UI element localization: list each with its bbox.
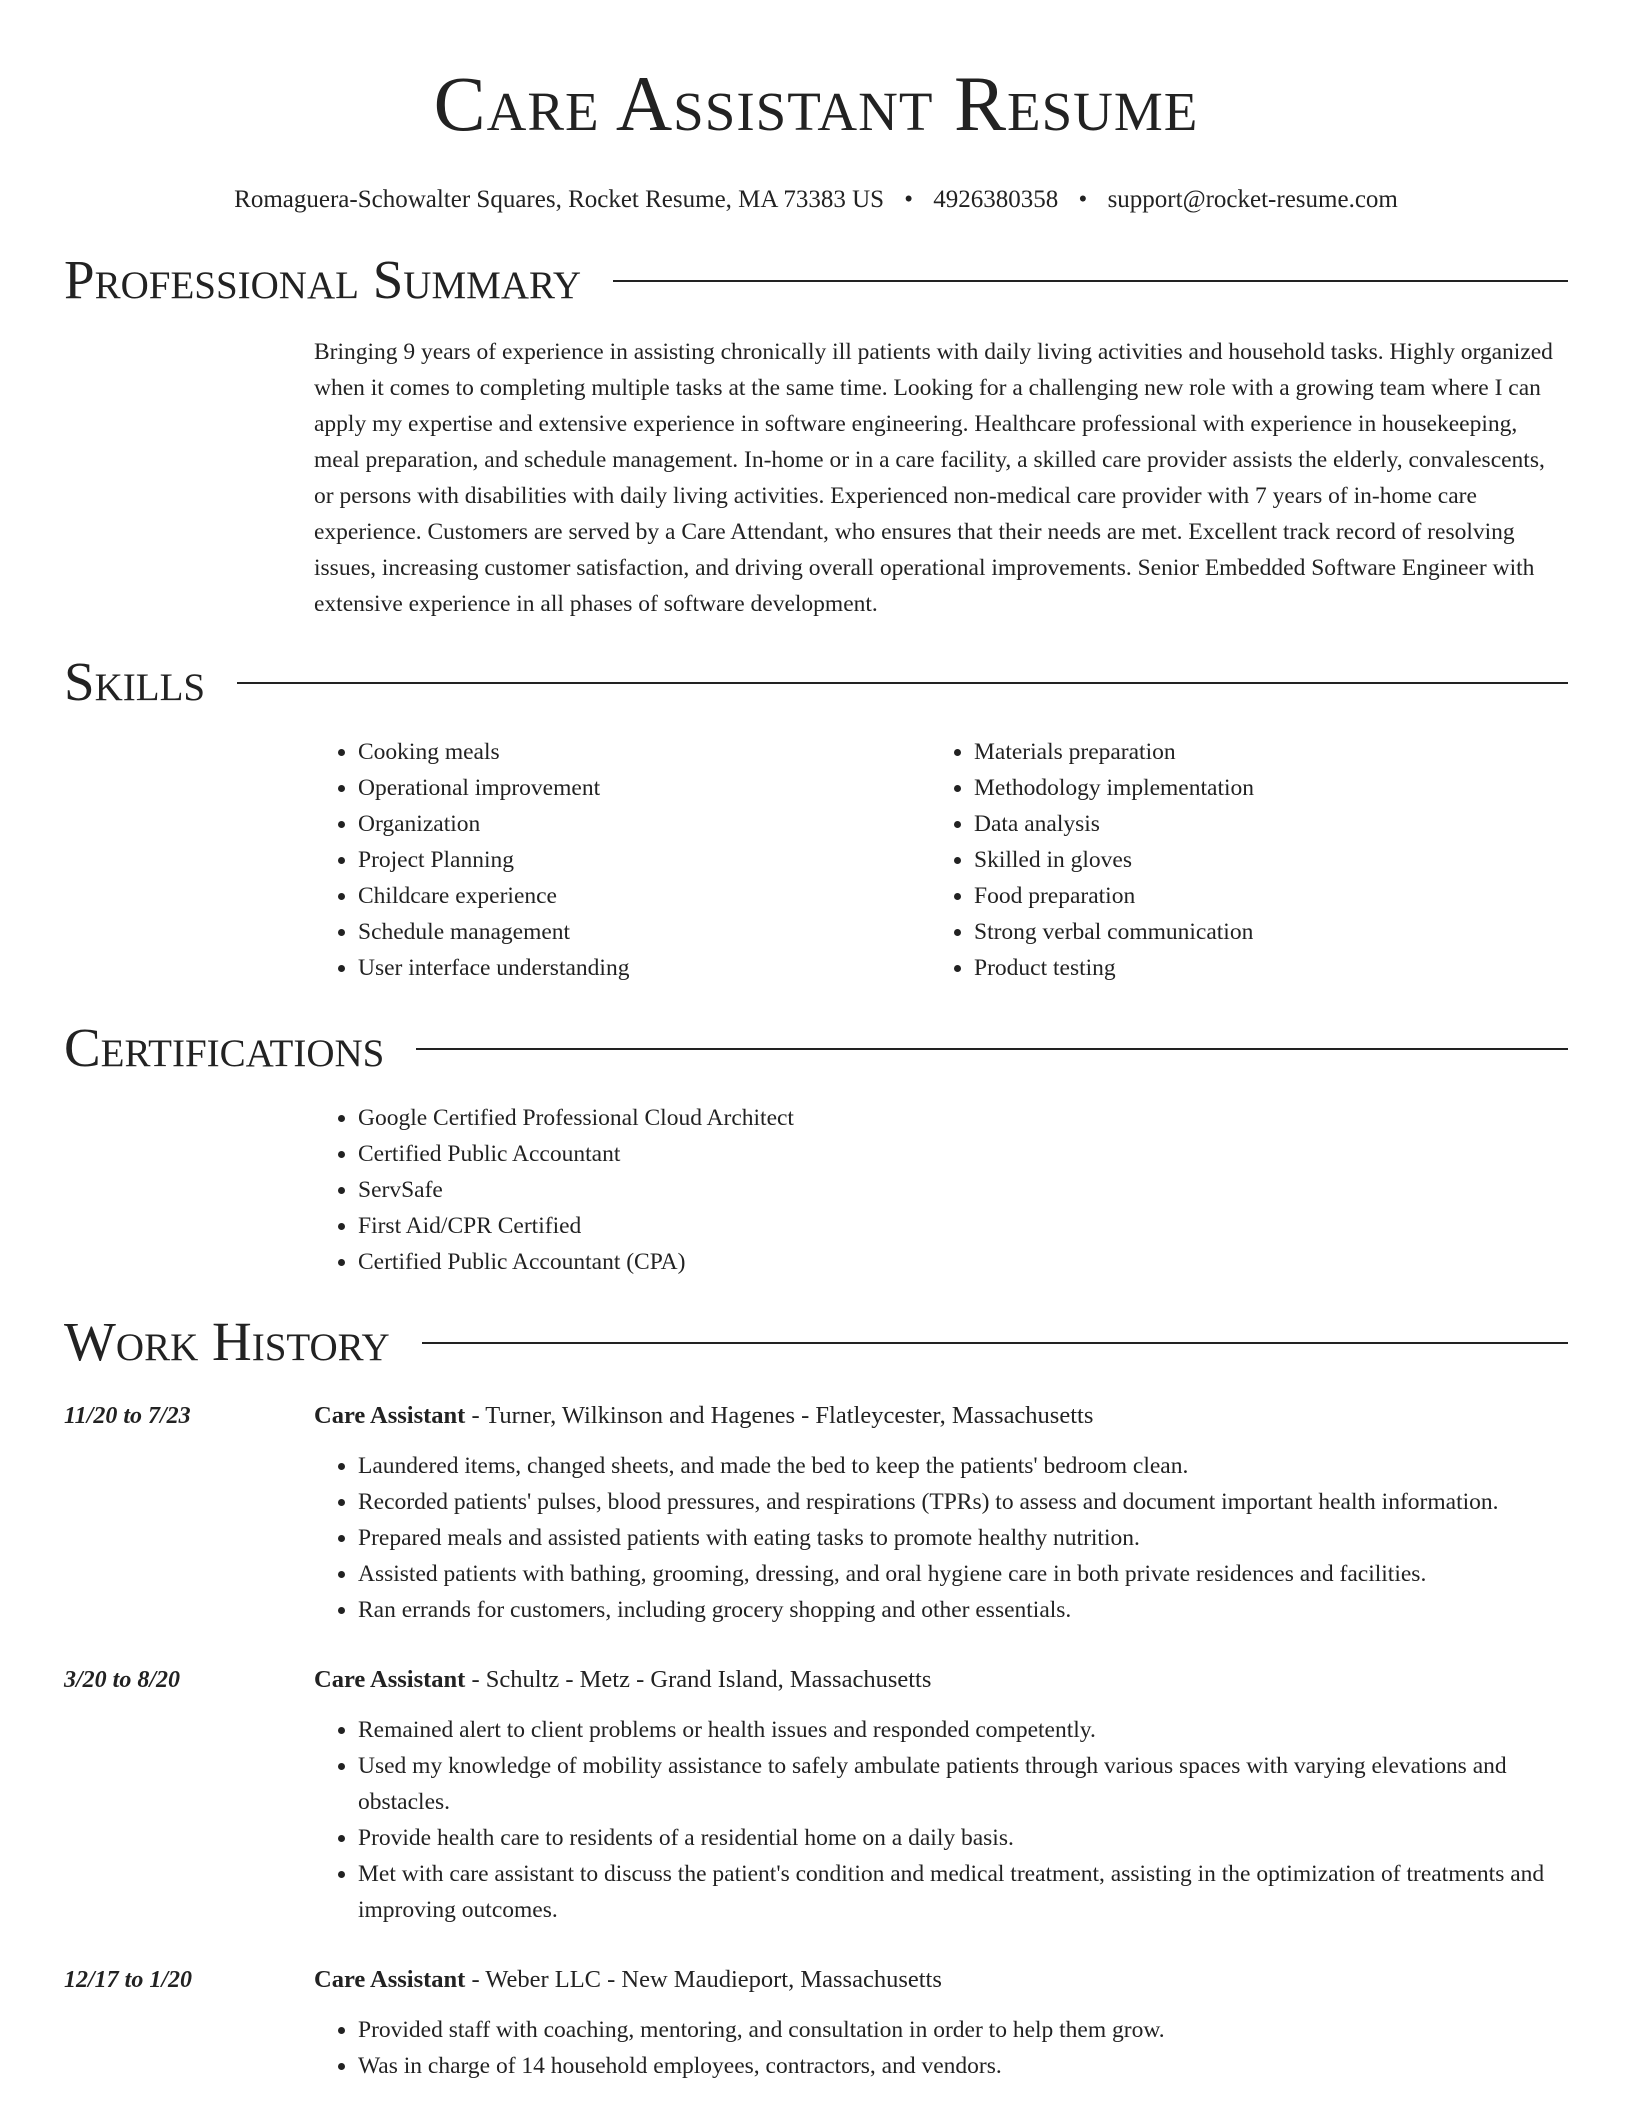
contact-separator: •	[1078, 186, 1088, 213]
certifications-list-wrap	[314, 1100, 1568, 1280]
skills-list-left	[314, 734, 930, 986]
skill-item: • User interface understanding	[358, 950, 930, 986]
section-divider	[237, 682, 1568, 684]
job-company: - Schultz - Metz - Grand Island, Massachusetts	[465, 1666, 932, 1693]
contact-separator: •	[904, 186, 914, 213]
work-history-section-header	[64, 1310, 1568, 1374]
work-history-list	[64, 1398, 1568, 2084]
section-divider	[416, 1048, 1568, 1050]
job-duty: • Ran errands for customers, including grocery shopping and other essentials.	[358, 1592, 1568, 1628]
section-divider	[613, 280, 1568, 282]
certifications-list	[314, 1100, 1568, 1280]
job-heading	[314, 1962, 1568, 1998]
skill-item: • Cooking meals	[358, 734, 930, 770]
skill-item: • Operational improvement	[358, 770, 930, 806]
contact-email: support@rocket-resume.com	[1107, 186, 1398, 213]
job-heading	[314, 1398, 1568, 1434]
skill-item: • Skilled in gloves	[974, 842, 1546, 878]
job-duty: • Laundered items, changed sheets, and made the bed to keep the patients' bedroom clean.	[358, 1448, 1568, 1484]
certification-item: • Google Certified Professional Cloud Architect	[358, 1100, 1568, 1136]
skills-column-right	[930, 734, 1546, 986]
job-company: - Turner, Wilkinson and Hagenes - Flatleycester, Massachusetts	[465, 1402, 1094, 1429]
skills-grid	[314, 734, 1568, 986]
skill-item: • Methodology implementation	[974, 770, 1546, 806]
job-duty: • Met with care assistant to discuss the patient's condition and medical treatment, assisting in the optimization of treatments and improving outcomes.	[358, 1856, 1568, 1928]
job-duty: • Remained alert to client problems or health issues and responded competently.	[358, 1712, 1568, 1748]
skills-list-right	[930, 734, 1546, 986]
skills-section-header	[64, 650, 1568, 714]
job-role: Care Assistant	[314, 1402, 466, 1429]
job-dates: 3/20 to 8/20	[64, 1667, 181, 1693]
skills-heading: Skills	[64, 651, 206, 712]
skill-item: • Strong verbal communication	[974, 914, 1546, 950]
job-duties	[314, 2012, 1568, 2084]
job-detail	[314, 1962, 1568, 2084]
skill-item: • Materials preparation	[974, 734, 1546, 770]
job-duty: • Provided staff with coaching, mentoring, and consultation in order to help them grow.	[358, 2012, 1568, 2048]
job-duty: • Was in charge of 14 household employees, contractors, and vendors.	[358, 2048, 1568, 2084]
certification-item: • Certified Public Accountant	[358, 1136, 1568, 1172]
section-divider	[422, 1342, 1568, 1344]
job-dates: 12/17 to 1/20	[64, 1967, 193, 1993]
certification-item: • First Aid/CPR Certified	[358, 1208, 1568, 1244]
certifications-section-header	[64, 1016, 1568, 1080]
contact-phone: 4926380358	[933, 186, 1059, 213]
job-company: - Weber LLC - New Maudieport, Massachusetts	[465, 1966, 942, 1993]
summary-heading: Professional Summary	[64, 249, 582, 310]
job-duty: • Provide health care to residents of a residential home on a daily basis.	[358, 1820, 1568, 1856]
job-duty: • Used my knowledge of mobility assistance to safely ambulate patients through various spaces with varying elevations and obstacles.	[358, 1748, 1568, 1820]
job-duties	[314, 1448, 1568, 1628]
job-role: Care Assistant	[314, 1666, 466, 1693]
job-heading	[314, 1662, 1568, 1698]
contact-address: Romaguera-Schowalter Squares, Rocket Resume, MA 73383 US	[234, 186, 885, 213]
skill-item: • Organization	[358, 806, 930, 842]
skill-item: • Product testing	[974, 950, 1546, 986]
skill-item: • Food preparation	[974, 878, 1546, 914]
job-entry	[64, 1398, 1568, 1628]
job-detail	[314, 1398, 1568, 1628]
certification-item: • Certified Public Accountant (CPA)	[358, 1244, 1568, 1280]
certifications-heading: Certifications	[64, 1017, 385, 1078]
job-dates: 11/20 to 7/23	[64, 1403, 191, 1429]
skill-item: • Childcare experience	[358, 878, 930, 914]
skill-item: • Project Planning	[358, 842, 930, 878]
job-duty: • Prepared meals and assisted patients with eating tasks to promote healthy nutrition.	[358, 1520, 1568, 1556]
skills-column-left	[314, 734, 930, 986]
job-duties	[314, 1712, 1568, 1928]
summary-section-header	[64, 248, 1568, 312]
job-role: Care Assistant	[314, 1966, 466, 1993]
job-duty: • Assisted patients with bathing, grooming, dressing, and oral hygiene care in both private residences and facilities.	[358, 1556, 1568, 1592]
job-entry	[64, 1662, 1568, 1928]
job-duty: • Recorded patients' pulses, blood pressures, and respirations (TPRs) to assess and document important health information.	[358, 1484, 1568, 1520]
certification-item: • ServSafe	[358, 1172, 1568, 1208]
job-detail	[314, 1662, 1568, 1928]
skill-item: • Data analysis	[974, 806, 1546, 842]
resume-title: Care Assistant Resume	[433, 60, 1199, 147]
summary-text: Bringing 9 years of experience in assisting chronically ill patients with daily living activities and household tasks. Highly organized when it comes to completing multiple tasks at the same time. Looking for a challenging new role with a growing team where I can apply my expertise and extensive experience in software engineering. Healthcare professional with experience in housekeeping, meal preparation, and schedule management. In-home or in a care facility, a skilled care provider assists the elderly, convalescents, or persons with disabilities with daily living activities. Experienced non-medical care provider with 7 years of in-home care experience. Customers are served by a Care Attendant, who ensures that their needs are met. Excellent track record of resolving issues, increasing customer satisfaction, and driving overall operational improvements. Senior Embedded Software Engineer with extensive experience in all phases of software development.	[314, 339, 1553, 617]
job-entry	[64, 1962, 1568, 2084]
skill-item: • Schedule management	[358, 914, 930, 950]
work-history-heading: Work History	[64, 1311, 390, 1372]
contact-line	[64, 184, 1568, 216]
